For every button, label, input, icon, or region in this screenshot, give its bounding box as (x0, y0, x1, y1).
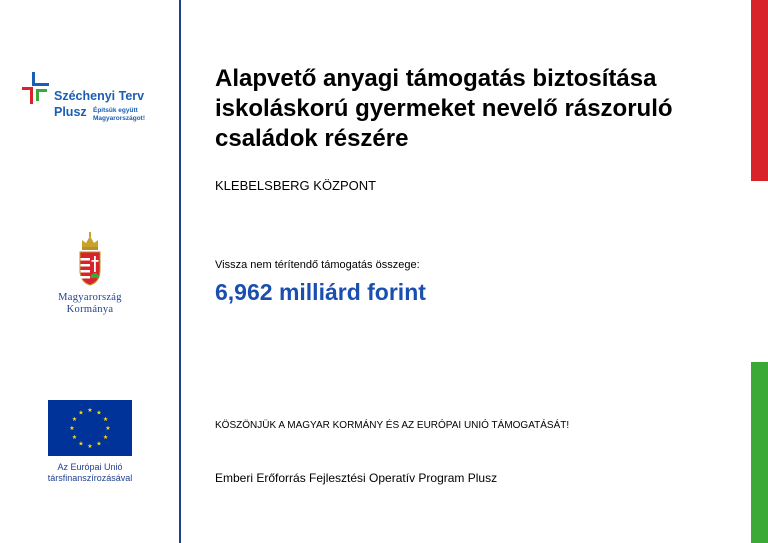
program-name: Emberi Erőforrás Fejlesztési Operatív Program Plusz (215, 471, 498, 485)
szechenyi-plus: Plusz (54, 105, 87, 119)
eu-text-line2: társfinanszírozásával (47, 473, 133, 483)
szechenyi-logo (20, 72, 170, 132)
amount-label: Vissza nem térítendő támogatás összege: (215, 259, 420, 271)
vertical-divider (179, 0, 181, 543)
szechenyi-cross-icon (20, 72, 50, 106)
government-name (20, 292, 160, 316)
svg-text:★: ★ (102, 416, 109, 423)
flag-stripe-green (751, 362, 768, 543)
svg-text:★: ★ (96, 440, 102, 448)
svg-text:★: ★ (102, 434, 109, 441)
szechenyi-name: Széchenyi Terv (54, 89, 145, 103)
svg-text:★: ★ (69, 425, 75, 432)
svg-text:★: ★ (87, 407, 93, 414)
svg-text:★: ★ (78, 440, 84, 448)
eu-text-line1: Az Európai Unió (57, 462, 123, 472)
svg-text:★: ★ (105, 425, 111, 432)
coat-of-arms-icon (78, 232, 102, 286)
eu-cofinancing-text (20, 462, 160, 484)
svg-text:★: ★ (71, 434, 78, 441)
svg-text:★: ★ (96, 409, 102, 417)
government-name-line1: Magyarország (58, 292, 122, 303)
svg-text:★: ★ (78, 409, 84, 417)
thanks-text: KÖSZÖNJÜK A MAGYAR KORMÁNY ÉS AZ EURÓPAI UNIÓ TÁMOGATÁSÁT! (215, 420, 570, 431)
svg-text:★: ★ (71, 416, 78, 423)
flag-stripe-red (751, 0, 768, 181)
szechenyi-tagline-line2: Magyarországot! (93, 115, 146, 122)
amount-value: 6,962 milliárd forint (215, 279, 426, 305)
beneficiary-name: KLEBELSBERG KÖZPONT (215, 178, 377, 193)
project-title: Alapvető anyagi támogatás biztosítása iskoláskorú gyermeket nevelő rászoruló családok részére (215, 65, 673, 152)
szechenyi-tagline (93, 107, 145, 123)
szechenyi-tagline-line1: Építsük együtt (93, 107, 138, 114)
eu-flag-icon (48, 400, 132, 456)
svg-text:★: ★ (87, 443, 93, 450)
eu-stars-icon (48, 400, 132, 456)
government-name-line2: Kormánya (66, 304, 114, 315)
